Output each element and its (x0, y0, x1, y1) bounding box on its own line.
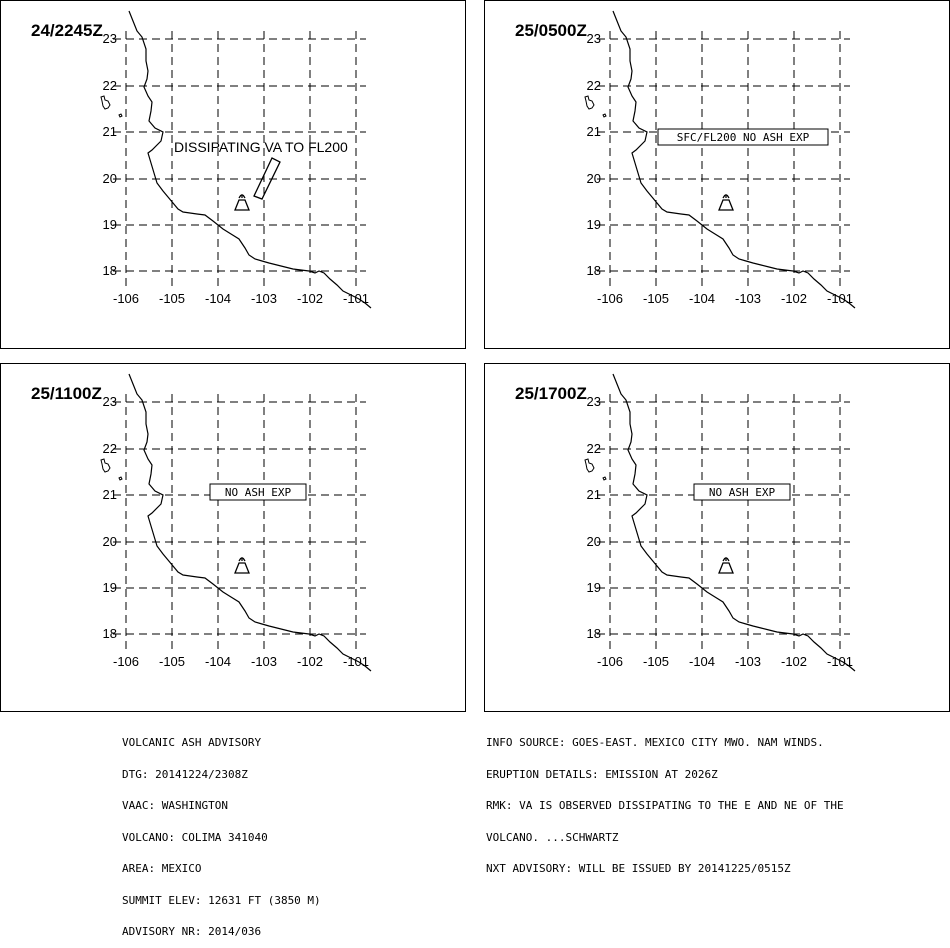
latitude-tick-label: 19 (102, 217, 117, 232)
longitude-tick-label: -106 (596, 291, 624, 306)
volcano-icon (235, 557, 249, 573)
latitude-tick-label: 21 (586, 487, 601, 502)
advisory-line: ERUPTION DETAILS: EMISSION AT 2026Z (486, 767, 718, 781)
latitude-tick-label: 21 (102, 487, 117, 502)
longitude-tick-label: -103 (250, 291, 278, 306)
coastline (613, 11, 855, 308)
latitude-tick-label: 19 (586, 580, 601, 595)
advisory-line: AREA: MEXICO (122, 862, 202, 875)
map-canvas (1, 1, 467, 350)
volcano-icon (719, 557, 733, 573)
longitude-tick-label: -106 (112, 291, 140, 306)
advisory-line: SUMMIT ELEV: 12631 FT (3850 M) (122, 893, 321, 907)
valid-time-label: 25/1700Z (515, 384, 587, 403)
map-panel-2 (484, 0, 950, 349)
latitude-tick-label: 20 (102, 171, 117, 186)
valid-time-label: 24/2245Z (31, 21, 103, 40)
island-outline (119, 114, 122, 117)
latitude-tick-label: 20 (586, 171, 601, 186)
island-outline (101, 96, 110, 109)
map-panel-3 (0, 363, 466, 712)
longitude-tick-label: -103 (250, 654, 278, 669)
island-outline (119, 477, 122, 480)
longitude-tick-label: -102 (780, 654, 808, 669)
latitude-tick-label: 19 (586, 217, 601, 232)
coastline (613, 374, 855, 671)
ash-forecast-label: SFC/FL200 NO ASH EXP (676, 131, 810, 144)
longitude-tick-label: -104 (688, 654, 716, 669)
latitude-tick-label: 21 (102, 124, 117, 139)
map-canvas (485, 364, 950, 713)
island-outline (585, 459, 594, 472)
advisory-details-left (122, 717, 321, 948)
longitude-tick-label: -104 (688, 291, 716, 306)
advisory-line: INFO SOURCE: GOES-EAST. MEXICO CITY MWO. NAM WINDS. (486, 736, 824, 749)
latitude-tick-label: 18 (102, 626, 117, 641)
latitude-tick-label: 22 (586, 78, 601, 93)
latitude-tick-label: 20 (586, 534, 601, 549)
longitude-tick-label: -104 (204, 654, 232, 669)
map-panel-1 (0, 0, 466, 349)
advisory-line: RMK: VA IS OBSERVED DISSIPATING TO THE E AND NE OF THE (486, 799, 844, 812)
ash-forecast-label: DISSIPATING VA TO FL200 (174, 139, 348, 155)
latitude-tick-label: 18 (102, 263, 117, 278)
longitude-tick-label: -106 (596, 654, 624, 669)
advisory-line: VOLCANIC ASH ADVISORY (122, 736, 262, 749)
island-outline (603, 477, 606, 480)
map-canvas (1, 364, 467, 713)
island-outline (603, 114, 606, 117)
advisory-line: VOLCANO. ...SCHWARTZ (486, 830, 619, 844)
valid-time-label: 25/0500Z (515, 21, 587, 40)
longitude-tick-label: -102 (780, 291, 808, 306)
advisory-line: NXT ADVISORY: WILL BE ISSUED BY 20141225/0515Z (486, 862, 791, 875)
latitude-tick-label: 23 (586, 394, 601, 409)
longitude-tick-label: -105 (642, 654, 670, 669)
latitude-tick-label: 20 (102, 534, 117, 549)
longitude-tick-label: -103 (734, 291, 762, 306)
ash-forecast-label: NO ASH EXP (224, 486, 292, 499)
longitude-tick-label: -101 (826, 654, 854, 669)
longitude-tick-label: -102 (296, 654, 324, 669)
coastline (129, 374, 371, 671)
valid-time-label: 25/1100Z (31, 384, 102, 403)
latitude-tick-label: 22 (586, 441, 601, 456)
latitude-tick-label: 21 (586, 124, 601, 139)
longitude-tick-label: -105 (642, 291, 670, 306)
latitude-tick-label: 23 (102, 31, 117, 46)
coastline (129, 11, 371, 308)
latitude-tick-label: 18 (586, 626, 601, 641)
latitude-tick-label: 22 (102, 441, 117, 456)
map-panel-4 (484, 363, 950, 712)
latitude-tick-label: 19 (102, 580, 117, 595)
longitude-tick-label: -101 (342, 654, 370, 669)
latitude-tick-label: 22 (102, 78, 117, 93)
longitude-tick-label: -102 (296, 291, 324, 306)
advisory-details-right (486, 717, 844, 885)
advisory-line: ADVISORY NR: 2014/036 (122, 925, 262, 938)
longitude-tick-label: -105 (158, 654, 186, 669)
ash-forecast-label: NO ASH EXP (708, 486, 776, 499)
volcano-icon (719, 194, 733, 210)
latitude-tick-label: 23 (102, 394, 117, 409)
advisory-line: DTG: 20141224/2308Z (122, 767, 248, 781)
latitude-tick-label: 18 (586, 263, 601, 278)
advisory-line: VOLCANO: COLIMA 341040 (122, 830, 268, 844)
volcano-icon (235, 194, 249, 210)
longitude-tick-label: -104 (204, 291, 232, 306)
latitude-tick-label: 23 (586, 31, 601, 46)
longitude-tick-label: -106 (112, 654, 140, 669)
longitude-tick-label: -103 (734, 654, 762, 669)
advisory-line: VAAC: WASHINGTON (122, 799, 228, 812)
longitude-tick-label: -101 (826, 291, 854, 306)
map-canvas (485, 1, 950, 350)
longitude-tick-label: -105 (158, 291, 186, 306)
longitude-tick-label: -101 (342, 291, 370, 306)
island-outline (585, 96, 594, 109)
island-outline (101, 459, 110, 472)
